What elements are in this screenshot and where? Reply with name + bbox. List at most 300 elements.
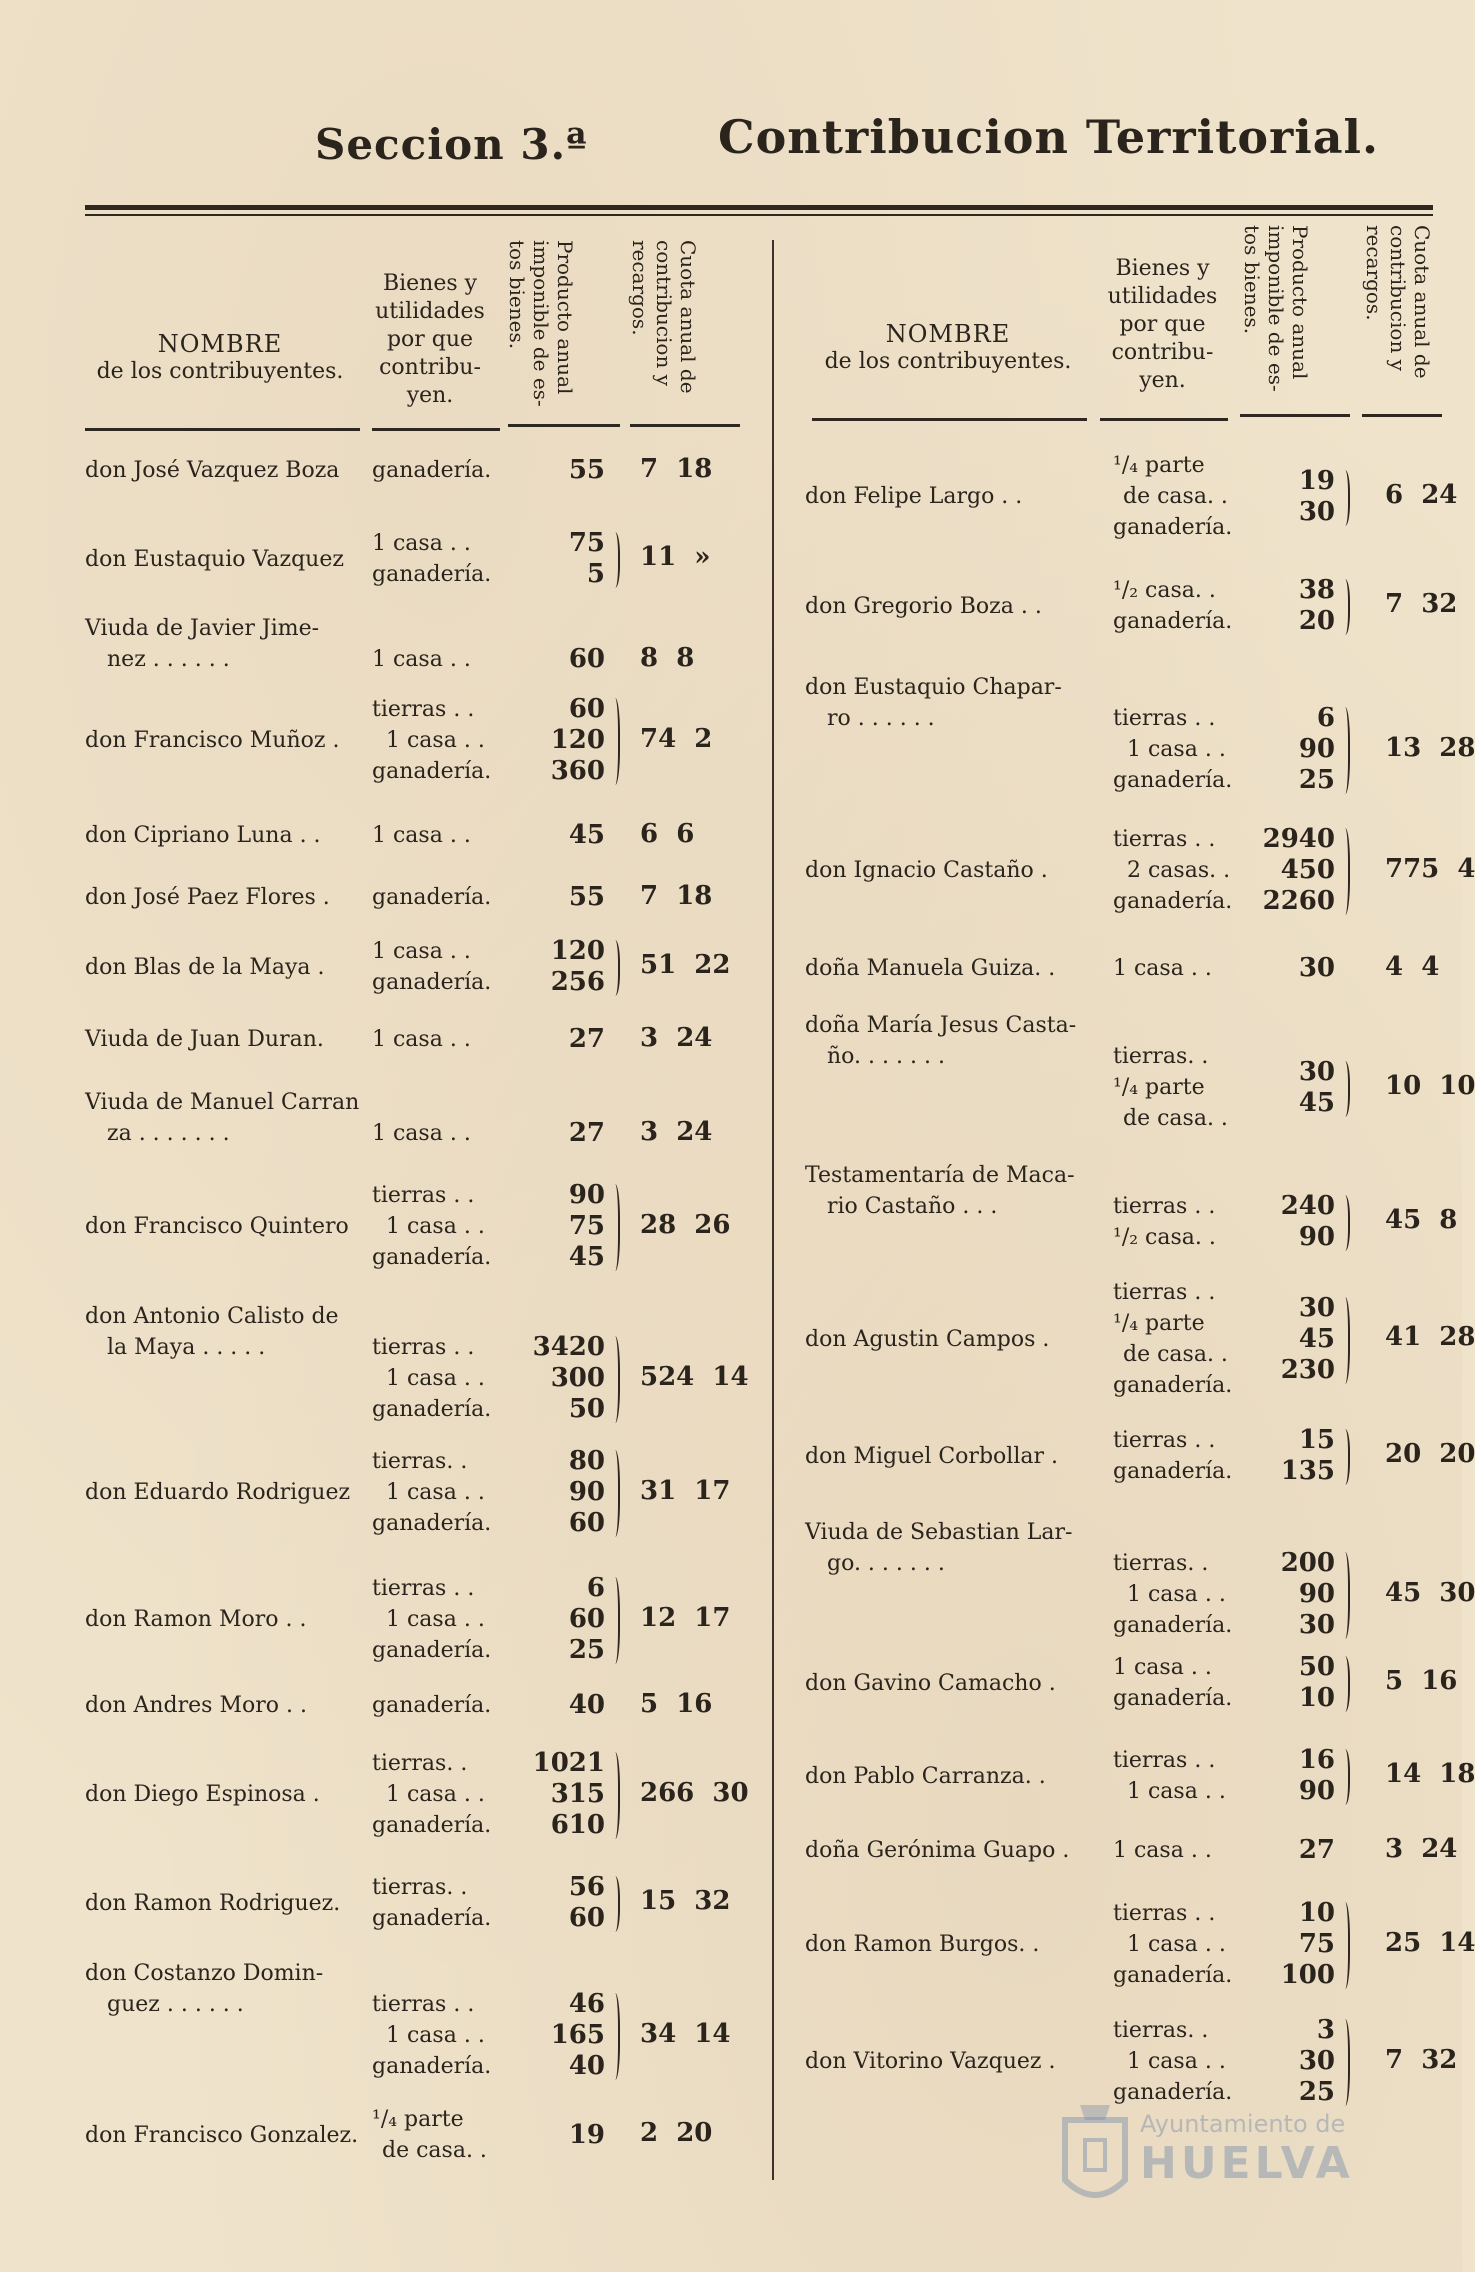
goods-line: ganadería. [1113,515,1233,540]
name-header-line1: NOMBRE [885,320,1011,348]
left-header-underline [508,424,620,427]
goods-description [1113,824,1232,917]
right-product-header: Producto anual imponible de es- tos bienes. [1240,225,1312,392]
contributor-name [85,1779,320,1810]
annual-quota: 266 30 [640,1777,749,1808]
annual-quota: 524 14 [640,1361,749,1392]
brace-mark [608,1993,620,2080]
page-title: Contribucion Territorial. [718,110,1380,164]
contributor-name [85,613,319,675]
contributor-name [805,481,1022,512]
goods-line: tierras. . [1113,2018,1209,2043]
contributor-name-line: don Francisco Gonzalez. [85,2122,359,2148]
contributor-name [85,882,330,913]
contributor-name-line: don Blas de la Maya . [85,954,325,980]
left-header-underline [630,424,740,427]
goods-description [1113,2015,1232,2108]
product-value: 300 [550,1363,605,1393]
goods-line: 1 casa . . [372,1027,471,1052]
brace-mark [608,1876,620,1932]
product-value: 90 [568,1477,605,1507]
contributor-name-line: don José Vazquez Boza [85,458,340,483]
goods-line: tierras . . [1113,827,1216,852]
annual-quota: 13 28 [1385,732,1475,763]
goods-description [372,1446,491,1539]
goods-line: tierras . . [1113,1901,1216,1926]
taxable-product [515,1989,605,2082]
taxable-product [515,1024,605,1055]
goods-line: 1 casa . . [386,1782,485,1807]
product-value: 55 [568,455,605,485]
goods-line: tierras. . [1113,1551,1209,1576]
taxable-product [515,1180,605,1273]
contributor-name-line: don Agustin Campos . [805,1326,1050,1352]
product-value: 75 [568,1211,605,1241]
goods-description [372,936,491,998]
brace-mark [608,1184,620,1271]
goods-line: tierras. . [372,1751,468,1776]
product-value: 2260 [1262,886,1335,916]
goods-line: ganadería. [372,1511,492,1536]
goods-description [372,1180,491,1273]
contributor-name [85,544,344,575]
goods-description [372,1118,471,1149]
goods-line: ganadería. [372,1245,492,1270]
product-value: 90 [1298,1776,1335,1806]
right-name-header [808,320,1088,376]
annual-quota: 41 28 [1385,1322,1475,1352]
contributor-name-line: don Gregorio Boza . . [805,593,1042,619]
contributor-name [85,1604,306,1635]
contributor-name-line: rio Castaño . . . [827,1194,998,1219]
goods-line: ganadería. [372,970,492,995]
goods-line: 1 casa . . [372,1121,471,1146]
goods-description [372,694,491,787]
annual-quota: 7 18 [640,880,713,911]
goods-line: tierras . . [1113,1194,1216,1219]
goods-line: tierras . . [372,1576,475,1601]
left-goods-header: Bienes y utilidades por que contribu- yen. [375,271,485,408]
annual-quota: 6 24 [1385,479,1458,510]
goods-line: ¹/₄ parte [372,2107,464,2132]
taxable-product [515,820,605,851]
goods-description [372,1332,491,1425]
annual-quota: 7 32 [1385,2044,1458,2075]
taxable-product [1245,466,1335,528]
contributor-name-line: doña María Jesus Casta- [805,1013,1077,1038]
contributor-name-line: don Francisco Muñoz . [85,728,340,753]
goods-line: tierras . . [1113,1748,1216,1773]
goods-description [1113,1652,1232,1714]
annual-quota: 28 26 [640,1209,731,1240]
annual-quota: 7 32 [1385,589,1458,619]
goods-line: 1 casa . . [1113,956,1212,981]
product-value: 1021 [532,1748,605,1778]
left-quota-header: Cuota anual de contribucion y recargos. [628,240,700,394]
brace-mark [1338,579,1350,635]
contributor-name [85,1958,323,2020]
product-value: 90 [1298,1579,1335,1609]
taxable-product [515,882,605,913]
goods-line: ganadería. [372,885,492,910]
product-value: 360 [550,756,605,786]
right-quota-header: Cuota anual de contribucion y recargos. [1362,225,1434,379]
product-value: 30 [1298,953,1335,983]
annual-quota: 74 2 [640,723,713,754]
taxable-product [515,1118,605,1149]
goods-description [372,644,471,675]
taxable-product [515,455,605,486]
contributor-name [85,1087,359,1149]
brace-mark [1338,1552,1350,1639]
contributor-name-line: don Miguel Corbollar . [805,1443,1058,1469]
product-value: 256 [550,967,605,997]
goods-description [372,2104,487,2166]
brace-mark [1338,828,1350,915]
product-value: 25 [568,1635,605,1665]
goods-line: 1 casa . . [372,823,471,848]
product-value: 40 [568,2051,605,2081]
annual-quota: 20 20 [1385,1439,1475,1469]
brace-mark [1338,1656,1350,1712]
annual-quota: 31 17 [640,1475,731,1506]
goods-line: ganadería. [372,759,492,784]
contributor-name-line: la Maya . . . . . [107,1335,266,1360]
product-value: 45 [1298,1323,1335,1354]
taxable-product [515,1690,605,1721]
goods-line: 1 casa . . [1127,1582,1226,1607]
taxable-product [1245,1548,1335,1641]
taxable-product [515,1446,605,1539]
product-value: 240 [1280,1191,1335,1221]
product-value: 27 [568,1118,605,1148]
annual-quota: 6 6 [640,818,695,849]
goods-line: tierras . . [372,1992,475,2017]
brace-mark [1338,1429,1350,1485]
annual-quota: 15 32 [640,1886,731,1916]
left-product-header: Producto anual imponible de es- tos bienes. [505,240,577,407]
goods-line: ganadería. [1113,889,1233,914]
product-value: 45 [1298,1087,1335,1118]
goods-line: ganadería. [372,1813,492,1838]
contributor-name-line: don Diego Espinosa . [85,1782,320,1807]
contributor-name-line: don Costanzo Domin- [85,1961,324,1986]
annual-quota: 3 24 [640,1116,713,1147]
goods-line: tierras . . [372,1183,475,1208]
product-value: 135 [1280,1456,1335,1486]
product-value: 45 [568,1242,605,1272]
goods-line: ¹/₂ casa. . [1113,578,1216,603]
coat-of-arms-icon [1055,2100,1135,2220]
annual-quota: 45 30 [1385,1577,1475,1608]
taxable-product [1245,1293,1335,1386]
product-value: 100 [1280,1960,1335,1990]
goods-line: ganadería. [1113,1963,1233,1988]
product-value: 120 [550,936,605,966]
goods-line: 1 casa . . [1113,1838,1212,1863]
product-value: 19 [1298,465,1335,496]
product-value: 230 [1280,1354,1335,1385]
goods-description [1113,1041,1228,1134]
brace-mark [608,532,620,588]
goods-line: ¹/₄ parte [1113,453,1205,478]
taxable-product [515,2120,605,2151]
contributor-name [805,1517,1072,1579]
brace-mark [608,1336,620,1423]
product-value: 27 [568,1024,605,1054]
product-value: 55 [568,882,605,912]
product-value: 15 [1298,1425,1335,1455]
goods-description [1113,575,1232,637]
product-value: 3 [1316,2015,1335,2045]
product-value: 315 [550,1779,605,1809]
contributor-name-line: doña Gerónima Guapo . [805,1838,1070,1863]
contributor-name [85,952,325,983]
goods-line: ganadería. [1113,1686,1233,1711]
contributor-name-line: don Pablo Carranza. . [805,1763,1046,1789]
name-header-line2: de los contribuyentes. [824,349,1072,374]
taxable-product [515,1748,605,1841]
taxable-product [515,936,605,998]
header-rule [85,205,1433,210]
contributor-name [85,1301,339,1363]
taxable-product [515,694,605,787]
contributor-name-line: ro . . . . . . [827,706,935,731]
taxable-product [1245,1898,1335,1991]
product-value: 60 [568,1903,605,1933]
product-value: 80 [568,1446,605,1476]
contributor-name [805,1441,1058,1472]
contributor-name-line: don Ramon Burgos. . [805,1932,1040,1957]
product-value: 200 [1280,1548,1335,1578]
archive-watermark [1140,2110,1354,2189]
taxable-product [1245,2015,1335,2108]
taxable-product [515,644,605,675]
goods-line: ganadería. [372,562,492,587]
brace-mark [1338,1749,1350,1805]
contributor-name [805,2046,1056,2077]
annual-quota: 7 18 [640,453,713,484]
goods-line: tierras . . [1113,1428,1216,1453]
product-value: 30 [1298,1056,1335,1087]
brace-mark [608,940,620,996]
contributor-name-line: don José Paez Flores . [85,885,330,910]
brace-mark [1338,470,1350,526]
taxable-product [1245,703,1335,796]
contributor-name [805,855,1048,886]
annual-quota: 3 24 [1385,1833,1458,1864]
name-header-line2: de los contribuyentes. [96,359,344,384]
contributor-name-line: Viuda de Javier Jime- [85,616,320,641]
product-value: 60 [568,694,605,724]
product-value: 75 [1298,1929,1335,1959]
contributor-name-line: don Eustaquio Chapar- [805,675,1062,700]
brace-mark [1338,2019,1350,2106]
goods-description [1113,1191,1216,1253]
right-header-underline [1240,414,1350,417]
product-value: 20 [1298,606,1335,636]
goods-line: ¹/₂ casa. . [1113,1225,1216,1250]
product-value: 2940 [1262,824,1335,854]
annual-quota: 2 20 [640,2118,713,2148]
contributor-name [85,1690,307,1721]
goods-description [1113,703,1232,796]
goods-description [1113,1277,1232,1401]
contributor-name [805,591,1042,622]
brace-mark [608,1450,620,1537]
product-value: 46 [568,1989,605,2019]
column-divider [772,240,774,2180]
goods-line: ganadería. [1113,1373,1233,1398]
goods-line: ganadería. [372,2054,492,2079]
product-value: 50 [1298,1652,1335,1682]
brace-mark [1338,707,1350,794]
annual-quota: 34 14 [640,2018,731,2049]
goods-line: ganadería. [1113,2080,1233,2105]
product-value: 60 [568,1508,605,1538]
goods-line: ganadería. [1113,609,1233,634]
contributor-name [85,455,339,486]
product-value: 30 [1298,1292,1335,1323]
contributor-name [805,1010,1076,1072]
product-value: 45 [568,820,605,850]
left-header-underline [85,428,360,431]
product-value: 10 [1298,1898,1335,1928]
goods-line: de casa. . [1123,1342,1228,1367]
contributor-name-line: Viuda de Manuel Carran [85,1090,360,1115]
goods-description [372,882,491,913]
goods-line: tierras . . [372,1335,475,1360]
contributor-name [85,1024,324,1055]
section-heading: Seccion 3.ª [315,120,588,169]
contributor-name-line: doña Manuela Guiza. . [805,956,1056,981]
product-value: 610 [550,1810,605,1840]
goods-line: 1 casa . . [372,647,471,672]
annual-quota: 51 22 [640,950,731,980]
goods-line: ganadería. [372,1693,492,1718]
contributor-name-line: don Gavino Camacho . [805,1670,1056,1696]
contributor-name-line: Testamentaría de Maca- [805,1163,1075,1188]
product-value: 90 [568,1180,605,1210]
contributor-name [805,672,1062,734]
goods-description [1113,1548,1232,1641]
brace-mark [1338,1902,1350,1989]
contributor-name-line: guez . . . . . . [107,1992,244,2017]
taxable-product [515,1872,605,1934]
product-value: 90 [1298,734,1335,764]
product-value: 60 [568,1604,605,1634]
right-header-underline [1100,418,1228,421]
product-value: 27 [1298,1835,1335,1865]
goods-line: 2 casas. . [1127,858,1231,883]
goods-line: 1 casa . . [1127,1932,1226,1957]
goods-description [1113,1745,1226,1807]
annual-quota: 12 17 [640,1602,731,1633]
brace-mark [1338,1061,1350,1117]
contributor-name [85,1477,350,1508]
goods-line: 1 casa . . [386,728,485,753]
annual-quota: 14 18 [1385,1759,1475,1789]
contributor-name-line: don Ramon Rodriguez. [85,1890,341,1916]
goods-description [372,455,491,486]
product-value: 38 [1298,575,1335,605]
goods-description [372,1748,491,1841]
taxable-product [515,528,605,590]
goods-line: ganadería. [372,1906,492,1931]
product-value: 165 [550,2020,605,2050]
product-value: 75 [568,528,605,558]
goods-line: 1 casa . . [1127,1779,1226,1804]
goods-line: 1 casa . . [386,1214,485,1239]
product-value: 5 [586,559,605,589]
contributor-name-line: don Ignacio Castaño . [805,858,1048,883]
goods-line: 1 casa . . [386,1480,485,1505]
contributor-name [805,1761,1046,1792]
goods-line: tierras . . [1113,706,1216,731]
contributor-name [85,1888,340,1919]
taxable-product [515,1332,605,1425]
product-value: 25 [1298,2077,1335,2107]
contributor-name-line: don Eustaquio Vazquez [85,546,344,572]
header-rule-thin [85,214,1433,216]
contributor-name [805,953,1055,984]
watermark-line2: HUELVA [1140,2138,1354,2189]
goods-line: ganadería. [1113,768,1233,793]
goods-line: ¹/₄ parte [1113,1311,1205,1336]
product-value: 19 [568,2119,605,2150]
taxable-product [1245,1191,1335,1253]
contributor-name [85,725,339,756]
goods-line: 1 casa . . [386,1366,485,1391]
goods-line: 1 casa . . [1113,1655,1212,1680]
contributor-name-line: don Andres Moro . . [85,1693,307,1718]
taxable-product [515,1573,605,1666]
left-header-underline [372,428,500,431]
product-value: 3420 [532,1332,605,1362]
product-value: 30 [1298,496,1335,527]
annual-quota: 8 8 [640,642,695,673]
goods-line: 1 casa . . [372,939,471,964]
taxable-product [1245,1057,1335,1119]
brace-mark [1338,1195,1350,1251]
product-value: 450 [1280,855,1335,885]
product-value: 40 [568,1690,605,1720]
goods-line: 1 casa . . [1127,2049,1226,2074]
goods-line: de casa. . [1123,1106,1228,1131]
contributor-name [805,1929,1039,1960]
goods-line: tierras. . [372,1875,468,1900]
annual-quota: 45 8 [1385,1205,1458,1235]
goods-line: 1 casa . . [1127,737,1226,762]
product-value: 30 [1298,2046,1335,2076]
annual-quota: 10 10 [1385,1070,1475,1101]
goods-description [372,1872,491,1934]
brace-mark [608,1752,620,1839]
contributor-name-line: Viuda de Sebastian Lar- [805,1520,1073,1545]
goods-line: tierras . . [372,697,475,722]
annual-quota: 11 » [640,542,711,572]
goods-description [1113,450,1232,543]
contributor-name-line: don Felipe Largo . . [805,484,1023,509]
product-value: 56 [568,1872,605,1902]
goods-description [1113,1425,1232,1487]
goods-line: ¹/₄ parte [1113,1075,1205,1100]
product-value: 25 [1298,765,1335,795]
brace-mark [608,698,620,785]
contributor-name [85,820,321,851]
watermark-line1: Ayuntamiento de [1140,2110,1346,2138]
taxable-product [1245,953,1335,984]
